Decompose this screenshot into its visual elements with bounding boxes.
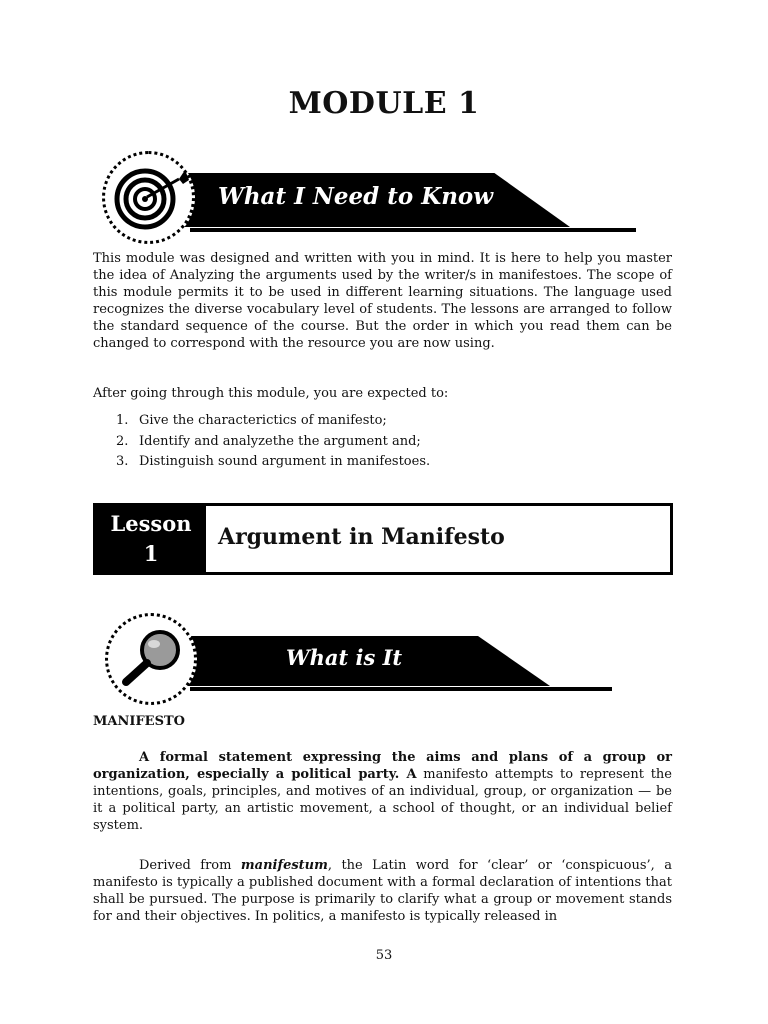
list-item: 2. Identify and analyzethe the argument and; [116, 433, 421, 449]
term-manifestum: manifestum [240, 858, 328, 873]
lesson-number-tab [96, 506, 206, 572]
list-item: 1. Give the characterictics of manifesto; [116, 413, 387, 428]
lesson-word: Lesson [110, 511, 192, 536]
module-title: MODULE 1 [288, 86, 480, 121]
objectives-lead-in: After going through this module, you are expected to: [93, 386, 449, 401]
section-heading-manifesto: MANIFESTO [93, 714, 185, 729]
magnifier-icon [108, 616, 194, 702]
banner-underline [190, 687, 612, 691]
lesson-title: Argument in Manifesto [218, 524, 505, 550]
banner-label: What I Need to Know [218, 183, 494, 210]
lesson-number: 1 [143, 541, 159, 566]
banner-label: What is It [286, 645, 403, 670]
objectives-list [93, 411, 430, 473]
etymology-paragraph: Derived from manifestum, the Latin word for ‘clear’ or ‘conspicuous’, a manifesto is typically a published document with a formal declaration of intentions that shall be pursued. The purpose is primarily to clarify what a group or movement stands for and their objectives. In politics, a manifesto is typically released in [93, 858, 672, 924]
lesson-header [93, 503, 673, 575]
definition-bold: A formal statement expressing the aims and plans of a group or organization, especially a political party. A [93, 750, 672, 782]
list-item: 3. Distinguish sound argument in manifestoes. [116, 454, 431, 469]
magnifier-circle [105, 613, 197, 705]
target-icon [105, 154, 192, 241]
page-number: 53 [375, 948, 393, 963]
banner-underline [190, 228, 636, 232]
target-circle [102, 151, 195, 244]
intro-paragraph: This module was designed and written with you in mind. It is here to help you master the idea of Analyzing the arguments used by the writer/s in manifestoes. The scope of this module permits it to be used in different learning situations. The language used recognizes the diverse vocabulary level of students. The lessons are arranged to follow the standard sequence of the course. But the order in which you read them can be changed to correspond with the resource you are now using. [93, 251, 672, 351]
definition-paragraph: A formal statement expressing the aims and plans of a group or organization, especially a political party. A manifesto attempts to represent the intentions, goals, principles, and motives of an individual, group, or organization — be it a political party, an artistic movement, a school of thought, or an individual belief system. [93, 750, 672, 833]
